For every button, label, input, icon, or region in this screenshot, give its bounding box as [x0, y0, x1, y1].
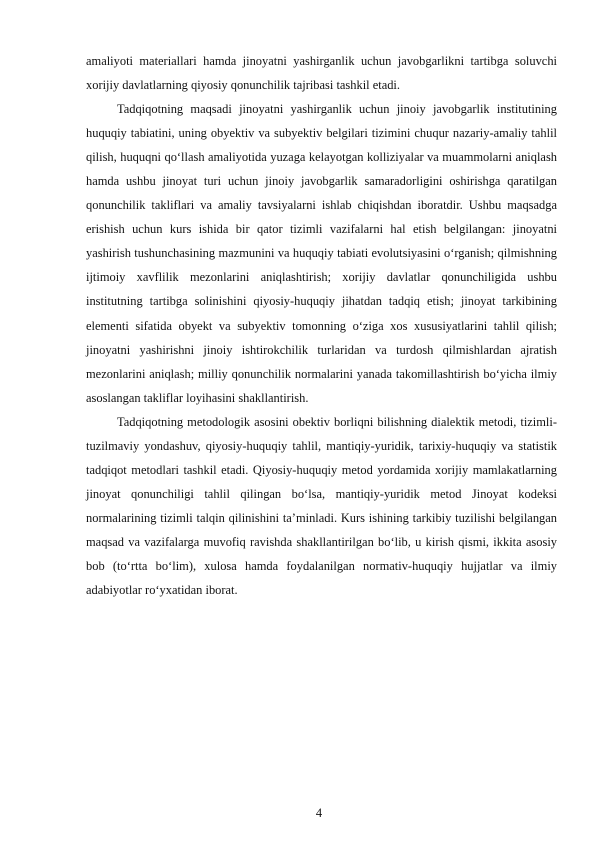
- paragraph-continuation: amaliyoti materiallari hamda jinoyatni yashirganlik uchun javobgarlikni tartibga soluvchi xorijiy davlatlarning qiyosiy qonunchilik tajribasi tashkil etadi.: [86, 54, 557, 93]
- page-number: 4: [315, 806, 323, 820]
- body-text: [86, 49, 557, 602]
- paragraph-research-goal: Tadqiqotning maqsadi jinoyatni yashirganlik uchun jinoiy javobgarlik institutining huquqiy tabiatini, uning obyektiv va subyektiv belgilari tizimini chuqur nazariy-amaliy tahlil qilish, huquqni qo‘llash amaliyotida yuzaga kelayotgan kolliziyalar va muammolarni aniqlash hamda ushbu jinoyat turi uchun jinoiy javobgarlik samaradorligini oshirishga qaratilgan qonunchilik takliflari va amaliy tavsiyalarni ishlab chiqishdan iboratdir. Ushbu maqsadga erishish uchun kurs ishida bir qator tizimli vazifalarni hal etish belgilangan: jinoyatni yashirish tushunchasining mazmunini va huquqiy tabiati evolutsiyasini o‘rganish; qilmishning ijtimoiy xavflilik mezonlarini aniqlashtirish; xorijiy davlatlar qonunchiligida ushbu institutning tartibga solinishini qiyosiy-huquqiy jihatdan tadqiq etish; jinoyat tarkibining elementi sifatida obyekt va subyektiv tomonning o‘ziga xos xususiyatlarini tahlil qilish; jinoyatni yashirishni jinoiy ishtirokchilik turlaridan va turdosh qilmishlardan ajratish mezonlarini aniqlash; milliy qonunchilik normalarini yanada takomillashtirish bo‘yicha ilmiy asoslangan takliflar loyihasini shakllantirish.: [86, 102, 557, 405]
- paragraph-methodology: Tadqiqotning metodologik asosini obektiv borliqni bilishning dialektik metodi, tizimli-tuzilmaviy yondashuv, qiyosiy-huquqiy tahlil, mantiqiy-yuridik, tarixiy-huquqiy va statistik tadqiqot metodlari tashkil etadi. Qiyosiy-huquqiy metod yordamida xorijiy mamlakatlarning jinoyat qonunchiligi tahlil qilingan bo‘lsa, mantiqiy-yuridik metod Jinoyat kodeksi normalarining tizimli talqin qilinishini ta’minladi. Kurs ishining tarkibiy tuzilishi belgilangan maqsad va vazifalarga muvofiq ravishda shakllantirilgan bo‘lib, u kirish qismi, ikkita asosiy bob (to‘rtta bo‘lim), xulosa hamda foydalanilgan normativ-huquqiy hujjatlar va ilmiy adabiyotlar ro‘yxatidan iborat.: [86, 414, 557, 598]
